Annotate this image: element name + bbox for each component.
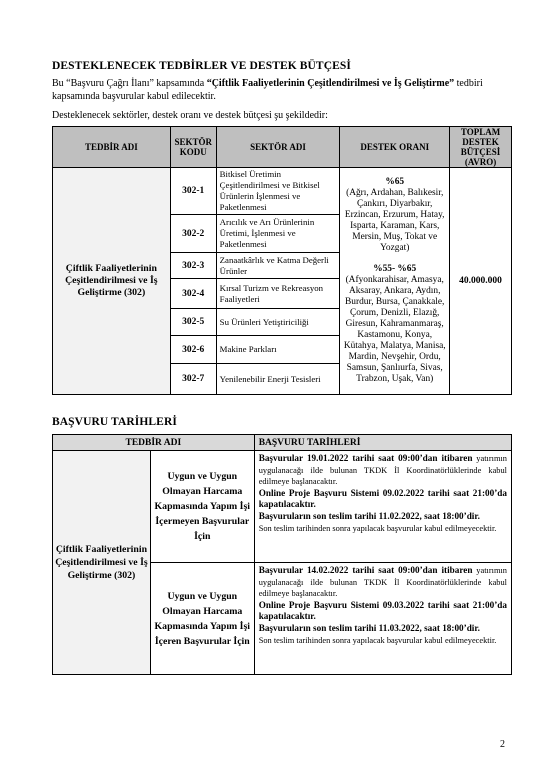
intro-text-2: tedbiri kapsamında başvurular kabul edilecektir. xyxy=(52,78,483,102)
sector-code: 302-6 xyxy=(170,336,216,364)
sector-code: 302-7 xyxy=(170,364,216,395)
start-location-text: yatırımın uygulanacağı ilde bulunan TKDK İl Koordinatörlüklerinde kabul edilmeye başlanacaktır. xyxy=(258,566,507,599)
header-sector-name: SEKTÖR ADI xyxy=(216,127,340,168)
start-location-text: yatırımın uygulanacağı ilde bulunan TKDK İl Koordinatörlüklerinde kabul edilmeye başlanacaktır. xyxy=(258,454,507,487)
sector-name: Yenilenebilir Enerji Tesisleri xyxy=(216,364,340,395)
page-number: 2 xyxy=(500,739,505,750)
support-table xyxy=(52,126,512,395)
online-close-text: Online Proje Başvuru Sistemi 09.02.2022 tarihi saat 21:00’da kapatılacaktır. xyxy=(258,487,507,510)
sector-name: Arıcılık ve Arı Ürünlerinin Üretimi, İşlenmesi ve Paketlenmesi xyxy=(216,215,340,253)
measure-name-cell: Çiftlik Faaliyetlerinin Çeşitlendirilmesi ve İş Geliştirme (302) xyxy=(53,168,171,395)
application-category: Uygun ve Uygun Olmayan Harcama Kapmasında Yapım İşi İçeren Başvurular İçin xyxy=(150,563,254,675)
header-support-rate: DESTEK ORANI xyxy=(340,127,450,168)
rate-mid-provinces: (Afyonkarahisar, Amasya, Aksaray, Ankara, Aydın, Burdur, Bursa, Çanakkale, Çorum, Denizli, Elazığ, Giresun, Kahramanmaraş, Kastamonu, Konya, Kütahya, Malatya, Manisa, Mardin, Nevşehir, Ordu, Samsun, Şanlıurfa, Sivas, Trabzon, Uşak, Van) xyxy=(343,275,446,384)
application-dates-table xyxy=(52,434,512,675)
late-notice-text: Son teslim tarihinden sonra yapılacak başvurular kabul edilmeyecektir. xyxy=(258,635,497,645)
sector-name: Makine Parkları xyxy=(216,336,340,364)
start-date-text: Başvurular 14.02.2022 tarihi saat 09:00’dan itibaren xyxy=(258,565,473,575)
late-notice-text: Son teslim tarihinden sonra yapılacak başvurular kabul edilmeyecektir. xyxy=(258,523,497,533)
sub-paragraph: Desteklenecek sektörler, destek oranı ve destek bütçesi şu şekildedir: xyxy=(52,110,328,121)
support-table-header-row xyxy=(53,127,512,168)
sector-name: Su Ürünleri Yetiştiriciliği xyxy=(216,309,340,336)
sector-name: Kırsal Turizm ve Rekreasyon Faaliyetleri xyxy=(216,279,340,309)
rate-high-provinces: (Ağrı, Ardahan, Balıkesir, Çankırı, Diyarbakır, Erzincan, Erzurum, Hatay, Isparta, Karaman, Kars, Mersin, Muş, Tokat ve Yozgat) xyxy=(344,188,445,253)
sector-code: 302-1 xyxy=(170,168,216,215)
header-total-budget: TOPLAM DESTEK BÜTÇESİ (AVRO) xyxy=(450,127,512,168)
application-dates-cell xyxy=(254,563,511,675)
rate-mid-pct: %55- %65 xyxy=(373,264,417,274)
intro-measure-name: “Çiftlik Faaliyetlerinin Çeşitlendirilmesi ve İş Geliştirme” xyxy=(206,78,455,89)
total-budget-cell: 40.000.000 xyxy=(450,168,512,395)
header-application-dates: BAŞVURU TARİHLERİ xyxy=(254,435,511,451)
sector-code: 302-3 xyxy=(170,253,216,279)
dates-table-header-row xyxy=(53,435,512,451)
table-row xyxy=(53,451,512,563)
deadline-text: Başvuruların son teslim tarihi 11.03.2022, saat 18:00’dir. xyxy=(258,622,480,633)
deadline-text: Başvuruların son teslim tarihi 11.02.2022, saat 18:00’dir. xyxy=(258,510,480,521)
start-date-text: Başvurular 19.01.2022 tarihi saat 09:00’dan itibaren xyxy=(258,453,473,463)
sector-code: 302-5 xyxy=(170,309,216,336)
header-tedbir: TEDBİR ADI xyxy=(53,127,171,168)
intro-paragraph xyxy=(52,77,512,103)
table-row xyxy=(53,168,512,215)
intro-text-1: Bu “Başvuru Çağrı İlanı” kapsamında xyxy=(52,78,207,89)
sector-name: Zanaatkârlık ve Katma Değerli Ürünler xyxy=(216,253,340,279)
section-heading-dates: BAŞVURU TARİHLERİ xyxy=(52,416,177,428)
application-category: Uygun ve Uygun Olmayan Harcama Kapmasında Yapım İşi İçermeyen Başvurular İçin xyxy=(150,451,254,563)
online-close-text: Online Proje Başvuru Sistemi 09.03.2022 tarihi saat 21:00’da kapatılacaktır. xyxy=(258,599,507,622)
rate-high-pct: %65 xyxy=(385,177,405,187)
support-rate-cell xyxy=(340,168,450,395)
sector-code: 302-4 xyxy=(170,279,216,309)
measure-name-cell-2: Çiftlik Faaliyetlerinin Çeşitlendirilmesi ve İş Geliştirme (302) xyxy=(53,451,151,675)
sector-code: 302-2 xyxy=(170,215,216,253)
header-sector-code: SEKTÖR KODU xyxy=(170,127,216,168)
header-tedbir-2: TEDBİR ADI xyxy=(53,435,255,451)
sector-name: Bitkisel Üretimin Çeşitlendirilmesi ve Bitkisel Ürünlerin İşlenmesi ve Paketlenmesi xyxy=(216,168,340,215)
application-dates-cell xyxy=(254,451,511,563)
document-page xyxy=(52,60,512,675)
section-heading-budget: DESTEKLENECEK TEDBİRLER VE DESTEK BÜTÇESİ xyxy=(52,60,351,72)
